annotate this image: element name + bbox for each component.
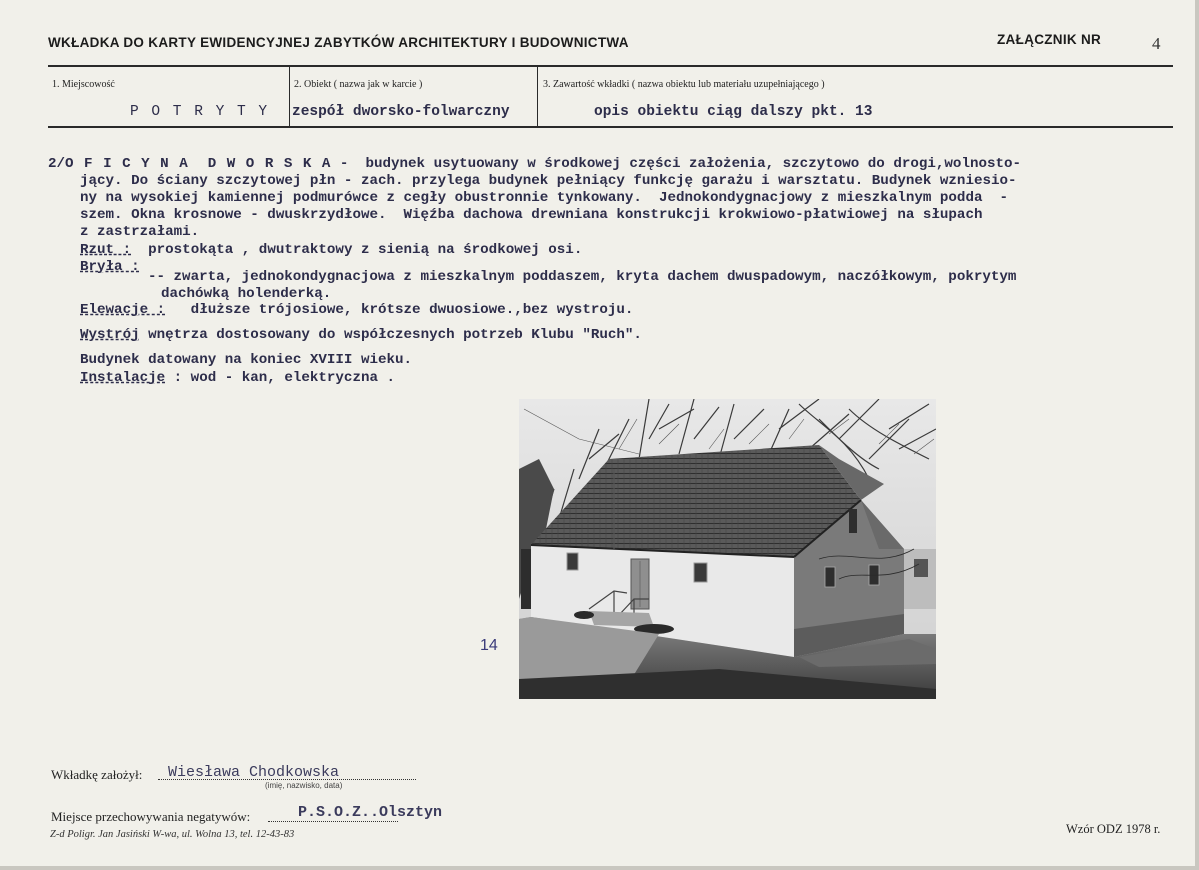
photo-number: 14 xyxy=(480,637,498,654)
building-photo xyxy=(519,399,936,699)
form-header-table xyxy=(48,70,1173,128)
description-line-4: szem. Okna krosnowe - dwuskrzydłowe. Więźba dachowa drewniana konstrukcji krokwiowo-płatwiowej na słupach xyxy=(80,207,983,223)
annex-number: 4 xyxy=(1152,34,1161,53)
description-text: - budynek usytuowany w środkowej części założenia, szczytowo do drogi,wolnosto- xyxy=(331,156,1022,172)
field-3-value: opis obiektu ciąg dalszy pkt. 13 xyxy=(594,104,873,120)
bryla-label-line xyxy=(80,259,140,276)
field-2-value: zespół dworsko-folwarczny xyxy=(292,104,510,120)
instalacje-label: Instalacje xyxy=(80,370,166,386)
field-3-label: 3. Zawartość wkładki ( nazwa obiektu lub materiału uzupełniającego ) xyxy=(543,79,825,90)
bryla-text: -- zwarta, jednokondygnacjowa z mieszkalnym poddaszem, kryta dachem dwuspadowym, naczółkowym, pokrytym xyxy=(148,269,1017,285)
rzut-text: prostokąta , dwutraktowy z sienią na środkowej osi. xyxy=(131,242,583,258)
founded-by-value: Wiesława Chodkowska xyxy=(168,764,340,781)
section-number: 2/ xyxy=(48,156,66,172)
scan-edge-bottom xyxy=(0,866,1199,870)
elewacje-label: Elewacje : xyxy=(80,302,166,318)
elewacje-text: dłuższe trójosiowe, krótsze dwuosiowe.,bez wystroju. xyxy=(165,302,634,318)
header-rule-top xyxy=(48,65,1173,67)
description-line-2: jący. Do ściany szczytowej płn - zach. przylega budynek pełniący funkcję garażu i warsztatu. Budynek wzniesio- xyxy=(80,173,1017,189)
wystroj-line xyxy=(80,327,642,344)
annex-label: ZAŁĄCZNIK NR xyxy=(997,32,1102,47)
elewacje-line xyxy=(80,302,633,319)
document-title: WKŁADKA DO KARTY EWIDENCYJNEJ ZABYTKÓW ARCHITEKTURY I BUDOWNICTWA xyxy=(48,35,629,50)
field-2-label: 2. Obiekt ( nazwa jak w karcie ) xyxy=(294,79,423,90)
object-name: O F I C Y N A D W O R S K A xyxy=(65,156,332,172)
founded-by-hint: (imię, nazwisko, data) xyxy=(265,781,343,790)
founded-by-label: Wkładkę założył: xyxy=(51,767,143,782)
building-photo-image xyxy=(519,399,936,699)
rzut-line xyxy=(80,242,582,259)
scan-edge-right xyxy=(1195,0,1199,870)
instalacje-text: : wod - kan, elektryczna . xyxy=(165,370,396,386)
negatives-location-label: Miejsce przechowywania negatywów: xyxy=(51,809,251,824)
form-model: Wzór ODZ 1978 r. xyxy=(1066,822,1161,836)
rzut-label: Rzut : xyxy=(80,242,132,258)
description-line-3: ny na wysokiej kamiennej podmurówce z cegły obustronnie tynkowany. Jednokondygnacjowy z mieszkalnym podda - xyxy=(80,190,1009,206)
field-1-value: P O T R Y T Y xyxy=(130,104,270,120)
negatives-location-dotted-line xyxy=(268,821,398,822)
wystroj-label: Wystrój xyxy=(80,327,140,343)
description-line-5: z zastrzałami. xyxy=(80,224,200,240)
instalacje-line xyxy=(80,370,395,387)
bryla-label: Bryła : xyxy=(80,259,140,275)
description-line-1 xyxy=(48,156,1021,173)
wystroj-text: wnętrza dostosowany do współczesnych potrzeb Klubu "Ruch". xyxy=(139,327,642,343)
negatives-location-value: P.S.O.Z..Olsztyn xyxy=(298,804,443,821)
field-1-label: 1. Miejscowość xyxy=(52,79,115,90)
printer-imprint: Z-d Poligr. Jan Jasiński W-wa, ul. Wolna 13, tel. 12-43-83 xyxy=(50,829,295,840)
datowanie-line: Budynek datowany na koniec XVIII wieku. xyxy=(80,352,413,368)
bryla-text-cont: dachówką holenderką. xyxy=(161,286,332,302)
